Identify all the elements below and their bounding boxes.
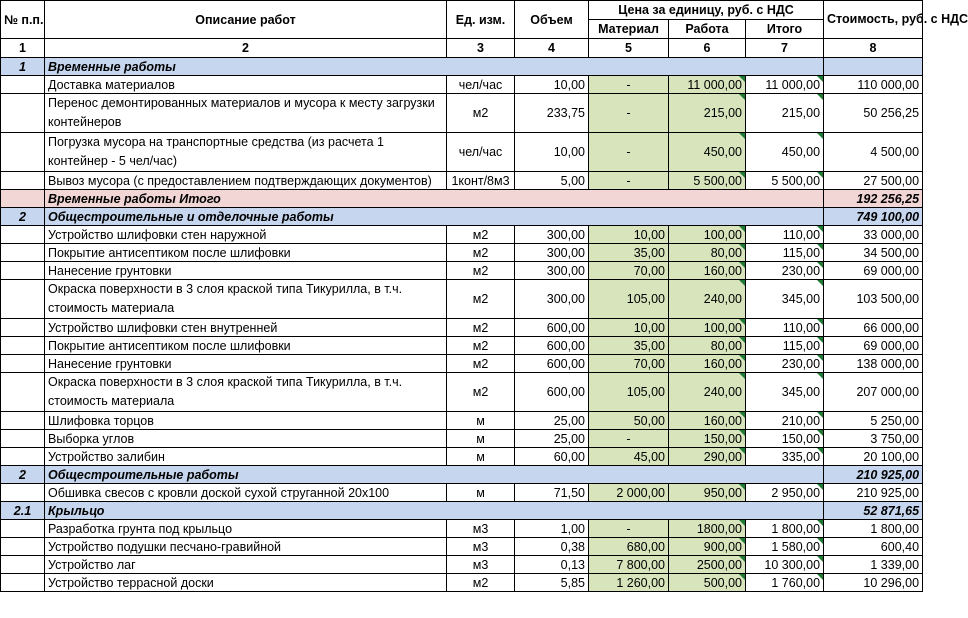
unit-total-cell: 10 300,00: [746, 556, 824, 574]
table-row: [1, 262, 923, 280]
work-description: Погрузка мусора на транспортные средства (из расчета 1 контейнер - 5 чел/час): [45, 133, 447, 172]
quantity-cell: 5,00: [515, 172, 589, 190]
work-price-cell: 80,00: [669, 244, 746, 262]
quantity-cell: 10,00: [515, 133, 589, 172]
quantity-cell: 1,00: [515, 520, 589, 538]
header-unit: Ед. изм.: [447, 1, 515, 39]
work-price-cell: 240,00: [669, 280, 746, 319]
material-price-cell: -: [589, 76, 669, 94]
section-title: Крыльцо: [45, 502, 824, 520]
section-number: 2: [1, 208, 45, 226]
work-description: Перенос демонтированных материалов и мусора к месту загрузки контейнеров: [45, 94, 447, 133]
subtotal-row: [1, 190, 923, 208]
col-number: 3: [447, 39, 515, 58]
unit-total-cell: 345,00: [746, 373, 824, 412]
cost-cell: 103 500,00: [824, 280, 923, 319]
section-number: 1: [1, 58, 45, 76]
header-material: Материал: [589, 20, 669, 39]
work-price-cell: 450,00: [669, 133, 746, 172]
work-description: Шлифовка торцов: [45, 412, 447, 430]
work-description: Доставка материалов: [45, 76, 447, 94]
work-description: Разработка грунта под крыльцо: [45, 520, 447, 538]
unit-total-cell: 210,00: [746, 412, 824, 430]
work-description: Обшивка свесов с кровли доской сухой струганной 20х100: [45, 484, 447, 502]
empty-cell: [1, 280, 45, 319]
col-number: 8: [824, 39, 923, 58]
material-price-cell: 1 260,00: [589, 574, 669, 592]
table-row: [1, 373, 923, 412]
table-row: [1, 484, 923, 502]
quantity-cell: 300,00: [515, 226, 589, 244]
empty-cell: [1, 448, 45, 466]
work-description: Нанесение грунтовки: [45, 262, 447, 280]
unit-cell: м: [447, 412, 515, 430]
unit-total-cell: 1 800,00: [746, 520, 824, 538]
table-row: [1, 556, 923, 574]
quantity-cell: 0,38: [515, 538, 589, 556]
empty-cell: [1, 484, 45, 502]
section-cost: [824, 58, 923, 76]
unit-cell: м2: [447, 574, 515, 592]
col-number: 2: [45, 39, 447, 58]
subtotal-label: Временные работы Итого: [45, 190, 824, 208]
work-description: Покрытие антисептиком после шлифовки: [45, 337, 447, 355]
material-price-cell: 105,00: [589, 373, 669, 412]
table-row: [1, 355, 923, 373]
unit-total-cell: 335,00: [746, 448, 824, 466]
material-price-cell: 45,00: [589, 448, 669, 466]
table-row: [1, 244, 923, 262]
work-price-cell: 2500,00: [669, 556, 746, 574]
section-title: Общестроительные работы: [45, 466, 824, 484]
work-description: Устройство подушки песчано-гравийной: [45, 538, 447, 556]
work-price-cell: 100,00: [669, 319, 746, 337]
cost-cell: 20 100,00: [824, 448, 923, 466]
work-price-cell: 100,00: [669, 226, 746, 244]
material-price-cell: 70,00: [589, 355, 669, 373]
empty-cell: [1, 556, 45, 574]
empty-cell: [1, 373, 45, 412]
empty-cell: [1, 430, 45, 448]
cost-cell: 210 925,00: [824, 484, 923, 502]
unit-total-cell: 110,00: [746, 226, 824, 244]
material-price-cell: 35,00: [589, 244, 669, 262]
material-price-cell: 50,00: [589, 412, 669, 430]
quantity-cell: 300,00: [515, 280, 589, 319]
col-number: 4: [515, 39, 589, 58]
empty-cell: [1, 133, 45, 172]
work-price-cell: 150,00: [669, 430, 746, 448]
unit-total-cell: 110,00: [746, 319, 824, 337]
empty-cell: [1, 319, 45, 337]
quantity-cell: 300,00: [515, 244, 589, 262]
quantity-cell: 5,85: [515, 574, 589, 592]
empty-cell: [1, 538, 45, 556]
section-row: [1, 502, 923, 520]
work-price-cell: 160,00: [669, 355, 746, 373]
empty-cell: [1, 190, 45, 208]
quantity-cell: 600,00: [515, 319, 589, 337]
unit-cell: чел/час: [447, 133, 515, 172]
cost-cell: 69 000,00: [824, 337, 923, 355]
work-price-cell: 160,00: [669, 262, 746, 280]
unit-cell: чел/час: [447, 76, 515, 94]
table-row: [1, 280, 923, 319]
cost-cell: 1 339,00: [824, 556, 923, 574]
unit-total-cell: 1 760,00: [746, 574, 824, 592]
work-price-cell: 290,00: [669, 448, 746, 466]
table-row: [1, 448, 923, 466]
header-work: Работа: [669, 20, 746, 39]
unit-cell: м: [447, 448, 515, 466]
work-price-cell: 240,00: [669, 373, 746, 412]
quantity-cell: 60,00: [515, 448, 589, 466]
unit-cell: м3: [447, 556, 515, 574]
material-price-cell: 680,00: [589, 538, 669, 556]
unit-total-cell: 1 580,00: [746, 538, 824, 556]
unit-cell: м: [447, 430, 515, 448]
unit-cell: м2: [447, 319, 515, 337]
section-cost: 210 925,00: [824, 466, 923, 484]
header-row: [1, 1, 923, 20]
work-price-cell: 900,00: [669, 538, 746, 556]
subtotal-cost: 192 256,25: [824, 190, 923, 208]
header-desc: Описание работ: [45, 1, 447, 39]
unit-total-cell: 230,00: [746, 262, 824, 280]
work-description: Нанесение грунтовки: [45, 355, 447, 373]
unit-total-cell: 215,00: [746, 94, 824, 133]
table-row: [1, 133, 923, 172]
table-row: [1, 226, 923, 244]
empty-cell: [1, 574, 45, 592]
table-row: [1, 574, 923, 592]
cost-cell: 5 250,00: [824, 412, 923, 430]
empty-cell: [1, 172, 45, 190]
work-price-cell: 215,00: [669, 94, 746, 133]
unit-cell: м2: [447, 355, 515, 373]
material-price-cell: -: [589, 520, 669, 538]
table-row: [1, 319, 923, 337]
unit-total-cell: 115,00: [746, 337, 824, 355]
col-number: 1: [1, 39, 45, 58]
cost-cell: 50 256,25: [824, 94, 923, 133]
table-row: [1, 76, 923, 94]
unit-total-cell: 115,00: [746, 244, 824, 262]
header-num: № п.п.: [1, 1, 45, 39]
unit-cell: м3: [447, 538, 515, 556]
unit-total-cell: 150,00: [746, 430, 824, 448]
unit-total-cell: 345,00: [746, 280, 824, 319]
section-title: Временные работы: [45, 58, 824, 76]
work-price-cell: 5 500,00: [669, 172, 746, 190]
cost-cell: 33 000,00: [824, 226, 923, 244]
quantity-cell: 10,00: [515, 76, 589, 94]
quantity-cell: 600,00: [515, 373, 589, 412]
unit-cell: м: [447, 484, 515, 502]
header-total: Итого: [746, 20, 824, 39]
header-qty: Объем: [515, 1, 589, 39]
table-row: [1, 520, 923, 538]
work-description: Выборка углов: [45, 430, 447, 448]
section-cost: 52 871,65: [824, 502, 923, 520]
cost-cell: 66 000,00: [824, 319, 923, 337]
col-number: 7: [746, 39, 824, 58]
material-price-cell: -: [589, 430, 669, 448]
table-row: [1, 94, 923, 133]
quantity-cell: 233,75: [515, 94, 589, 133]
unit-total-cell: 450,00: [746, 133, 824, 172]
column-number-row: [1, 39, 923, 58]
unit-cell: м2: [447, 244, 515, 262]
material-price-cell: -: [589, 172, 669, 190]
material-price-cell: 70,00: [589, 262, 669, 280]
work-price-cell: 950,00: [669, 484, 746, 502]
quantity-cell: 600,00: [515, 355, 589, 373]
table-row: [1, 337, 923, 355]
table-row: [1, 172, 923, 190]
work-price-cell: 80,00: [669, 337, 746, 355]
cost-cell: 110 000,00: [824, 76, 923, 94]
cost-cell: 34 500,00: [824, 244, 923, 262]
section-row: [1, 466, 923, 484]
col-number: 6: [669, 39, 746, 58]
material-price-cell: 105,00: [589, 280, 669, 319]
material-price-cell: 10,00: [589, 319, 669, 337]
cost-cell: 600,40: [824, 538, 923, 556]
work-price-cell: 1800,00: [669, 520, 746, 538]
empty-cell: [1, 262, 45, 280]
quantity-cell: 71,50: [515, 484, 589, 502]
work-description: Вывоз мусора (с предоставлением подтверждающих документов): [45, 172, 447, 190]
cost-cell: 69 000,00: [824, 262, 923, 280]
empty-cell: [1, 355, 45, 373]
unit-cell: 1конт/8м3: [447, 172, 515, 190]
unit-cell: м3: [447, 520, 515, 538]
work-description: Покрытие антисептиком после шлифовки: [45, 244, 447, 262]
table-row: [1, 538, 923, 556]
quantity-cell: 25,00: [515, 412, 589, 430]
work-description: Устройство террасной доски: [45, 574, 447, 592]
header-cost: Стоимость, руб. с НДС: [824, 1, 923, 39]
work-description: Устройство шлифовки стен внутренней: [45, 319, 447, 337]
material-price-cell: 7 800,00: [589, 556, 669, 574]
section-row: [1, 58, 923, 76]
cost-cell: 27 500,00: [824, 172, 923, 190]
unit-total-cell: 11 000,00: [746, 76, 824, 94]
unit-total-cell: 2 950,00: [746, 484, 824, 502]
cost-cell: 1 800,00: [824, 520, 923, 538]
work-description: Устройство лаг: [45, 556, 447, 574]
table-row: [1, 412, 923, 430]
header-price-group: Цена за единицу, руб. с НДС: [589, 1, 824, 20]
unit-cell: м2: [447, 280, 515, 319]
unit-cell: м2: [447, 262, 515, 280]
empty-cell: [1, 337, 45, 355]
cost-cell: 10 296,00: [824, 574, 923, 592]
unit-cell: м2: [447, 373, 515, 412]
unit-cell: м2: [447, 94, 515, 133]
quantity-cell: 300,00: [515, 262, 589, 280]
cost-cell: 207 000,00: [824, 373, 923, 412]
work-description: Устройство шлифовки стен наружной: [45, 226, 447, 244]
work-description: Окраска поверхности в 3 слоя краской типа Тикурилла, в т.ч. стоимость материала: [45, 280, 447, 319]
cost-cell: 3 750,00: [824, 430, 923, 448]
section-row: [1, 208, 923, 226]
work-price-cell: 11 000,00: [669, 76, 746, 94]
quantity-cell: 0,13: [515, 556, 589, 574]
unit-cell: м2: [447, 337, 515, 355]
quantity-cell: 25,00: [515, 430, 589, 448]
material-price-cell: 2 000,00: [589, 484, 669, 502]
material-price-cell: 10,00: [589, 226, 669, 244]
material-price-cell: -: [589, 94, 669, 133]
quantity-cell: 600,00: [515, 337, 589, 355]
work-description: Окраска поверхности в 3 слоя краской типа Тикурилла, в т.ч. стоимость материала: [45, 373, 447, 412]
work-description: Устройство залибин: [45, 448, 447, 466]
empty-cell: [1, 412, 45, 430]
unit-cell: м2: [447, 226, 515, 244]
section-number: 2: [1, 466, 45, 484]
section-cost: 749 100,00: [824, 208, 923, 226]
material-price-cell: 35,00: [589, 337, 669, 355]
col-number: 5: [589, 39, 669, 58]
section-title: Общестроительные и отделочные работы: [45, 208, 824, 226]
material-price-cell: -: [589, 133, 669, 172]
empty-cell: [1, 520, 45, 538]
cost-cell: 138 000,00: [824, 355, 923, 373]
empty-cell: [1, 76, 45, 94]
empty-cell: [1, 226, 45, 244]
work-price-cell: 500,00: [669, 574, 746, 592]
section-number: 2.1: [1, 502, 45, 520]
empty-cell: [1, 244, 45, 262]
work-price-cell: 160,00: [669, 412, 746, 430]
unit-total-cell: 230,00: [746, 355, 824, 373]
empty-cell: [1, 94, 45, 133]
table-row: [1, 430, 923, 448]
cost-cell: 4 500,00: [824, 133, 923, 172]
unit-total-cell: 5 500,00: [746, 172, 824, 190]
